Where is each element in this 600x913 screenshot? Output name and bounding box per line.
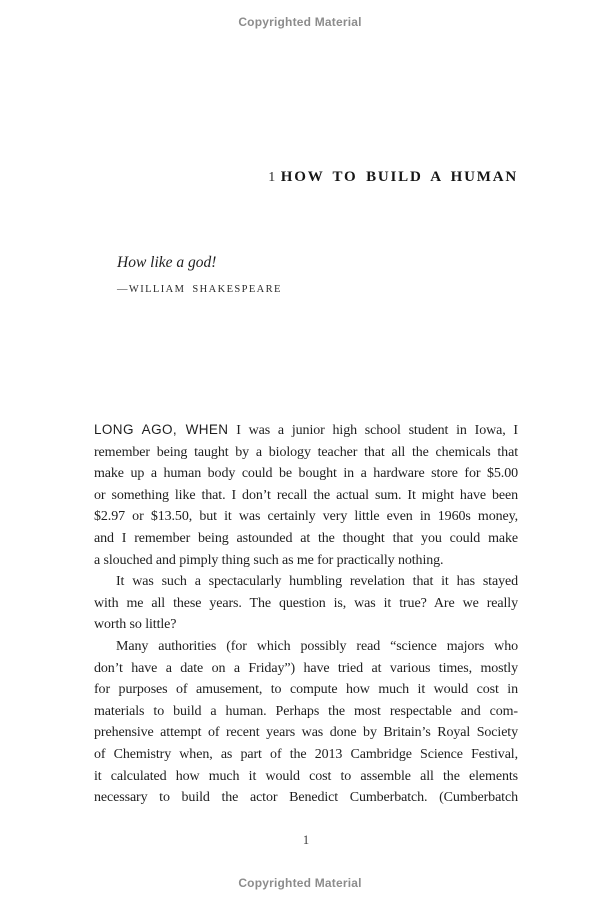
chapter-title-text: HOW TO BUILD A HUMAN: [280, 169, 518, 185]
copyright-notice-top: Copyrighted Material: [238, 15, 362, 29]
epigraph-quote: How like a god!: [117, 254, 217, 271]
chapter-number: 1: [268, 170, 276, 185]
body-line: with me all these years. The question is, was it true? Are we really: [94, 595, 518, 611]
page-number: 1: [302, 833, 310, 847]
body-line: make up a human body could be bought in a hardware store for $5.00: [94, 466, 518, 482]
body-line: prehensive attempt of recent years was done by Britain’s Royal Society: [94, 725, 518, 741]
body-line: necessary to build the actor Benedict Cumberbatch. (Cumberbatch: [94, 790, 518, 806]
body-line: It was such a spectacularly humbling revelation that it has stayed: [116, 574, 518, 590]
epigraph-attribution: —WILLIAM SHAKESPEARE: [117, 284, 282, 295]
body-line: for purposes of amusement, to compute how much it would cost in: [94, 682, 518, 698]
body-line: materials to build a human. Perhaps the most respectable and com-: [94, 703, 518, 719]
body-line: or something like that. I don’t recall the actual sum. It might have been: [94, 487, 518, 503]
body-line: a slouched and pimply thing such as me for practically nothing.: [94, 552, 444, 568]
body-text: [94, 419, 518, 809]
body-line: $2.97 or $13.50, but it was certainly very little even in 1960s money,: [94, 509, 518, 525]
body-line: LONG AGO, WHEN I was a junior high school student in Iowa, I: [94, 422, 518, 438]
body-line: don’t have a date on a Friday”) have tried at various times, mostly: [94, 660, 518, 676]
body-line: it calculated how much it would cost to assemble all the elements: [94, 768, 518, 784]
body-line: Many authorities (for which possibly read “science majors who: [116, 638, 518, 654]
body-line: and I remember being astounded at the thought that you could make: [94, 530, 518, 546]
chapter-lead-in: LONG AGO, WHEN: [94, 422, 229, 437]
body-line: worth so little?: [94, 617, 177, 633]
body-line: of Chemistry when, as part of the 2013 Cambridge Science Festival,: [94, 746, 518, 762]
chapter-title: [268, 169, 518, 186]
body-line: remember being taught by a biology teacher that all the chemicals that: [94, 444, 518, 460]
copyright-notice-bottom: Copyrighted Material: [238, 876, 362, 890]
